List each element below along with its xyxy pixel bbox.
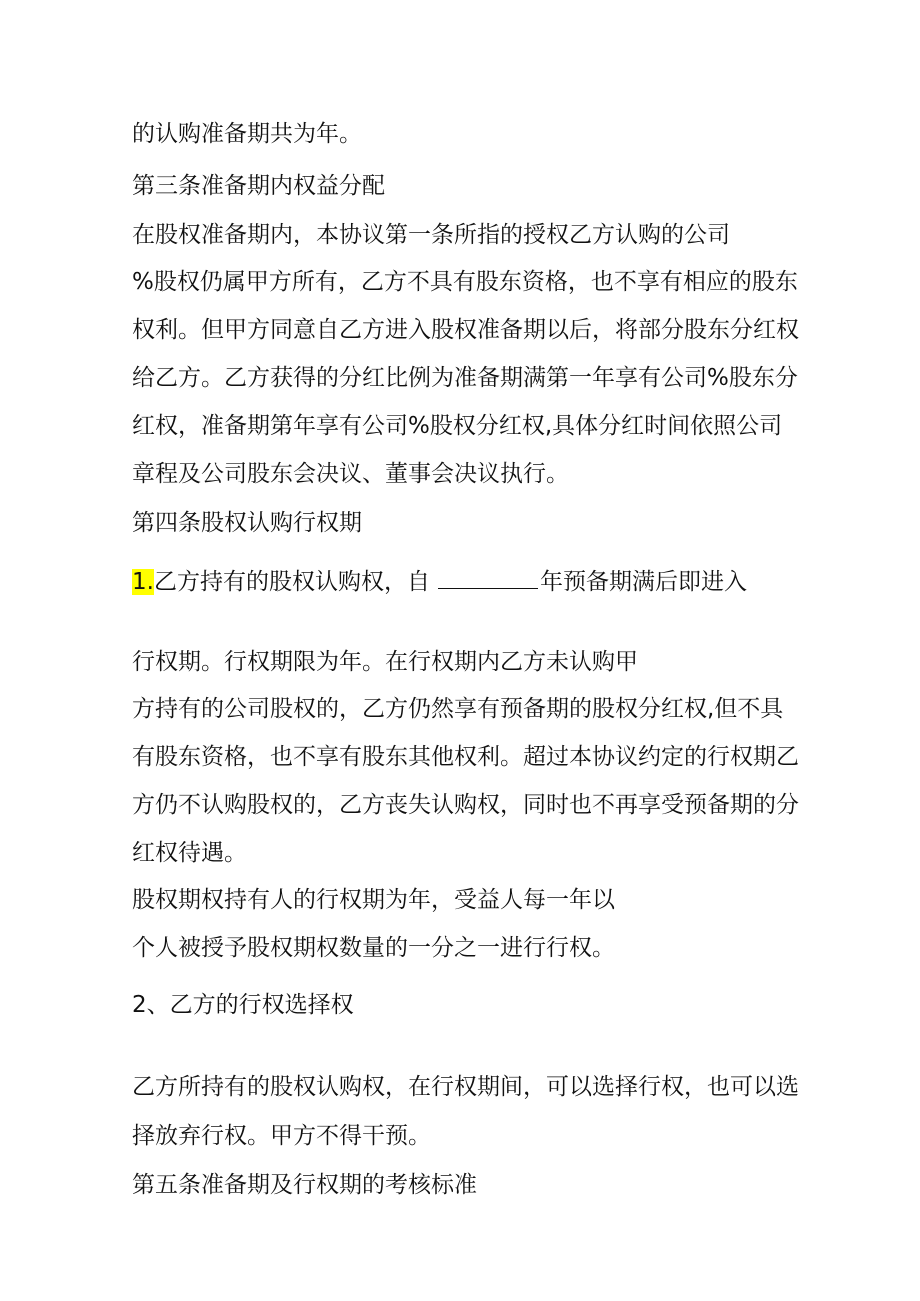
list-item-1 [132,566,747,597]
section-heading-5: 第五条准备期及行权期的考核标准 [132,1172,477,1198]
text-line: 有股东资格，也不享有股东其他权利。超过本协议约定的行权期乙 [132,744,799,770]
sub-heading-2: 2、乙方的行权选择权 [132,992,354,1018]
text-line: 权利。但甲方同意自乙方进入股权准备期以后，将部分股东分红权 [132,317,799,343]
text-line: 方仍不认购股权的，乙方丧失认购权，同时也不再享受预备期的分 [132,792,799,818]
text-line: 给乙方。乙方获得的分红比例为准备期满第一年享有公司%股东分 [132,365,798,391]
text-line: 红权，准备期第年享有公司%股权分红权,具体分红时间依照公司 [132,413,783,439]
text-line: 个人被授予股权期权数量的一分之一进行行权。 [132,935,615,961]
section-heading-4: 第四条股权认购行权期 [132,510,362,536]
text-line: 行权期。行权期限为年。在行权期内乙方未认购甲 [132,649,638,675]
text-line: 章程及公司股东会决议、董事会决议执行。 [132,461,569,487]
text-line: 红权待遇。 [132,840,247,866]
text-line: 股权期权持有人的行权期为年，受益人每一年以 [132,887,615,913]
text-line: 方持有的公司股权的，乙方仍然享有预备期的股权分红权,但不具 [132,696,784,722]
section-heading-3: 第三条准备期内权益分配 [132,173,385,199]
text-line: %股权仍属甲方所有，乙方不具有股东资格，也不享有相应的股东 [132,269,798,295]
text-line: 在股权准备期内，本协议第一条所指的授权乙方认购的公司 [132,222,730,248]
fill-in-blank [438,566,538,589]
text-line: 择放弃行权。甲方不得干预。 [132,1123,431,1149]
item1-text-after: 年预备期满后即进入 [539,569,747,595]
text-line: 乙方所持有的股权认购权，在行权期间，可以选择行权，也可以选 [132,1074,799,1100]
text-line: 的认购准备期共为年。 [132,121,362,147]
item1-text-before: 乙方持有的股权认购权，自 [153,569,430,595]
highlighted-number: 1. [132,569,154,595]
